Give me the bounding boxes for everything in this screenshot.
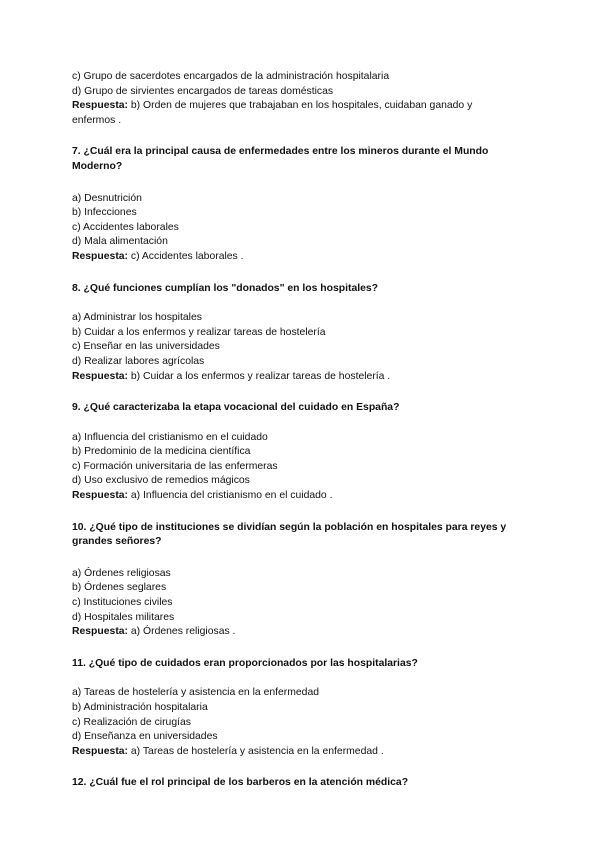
option-a: a) Administrar los hospitales — [72, 312, 202, 324]
answer — [72, 370, 540, 385]
question-12 — [72, 776, 540, 791]
answer-text: c) Accidentes laborales . — [130, 250, 244, 262]
answer — [72, 625, 540, 640]
question-11 — [72, 657, 540, 760]
question-8 — [72, 282, 540, 385]
answer-label: Respuesta: — [72, 100, 129, 112]
question-title: 9. ¿Qué caracterizaba la etapa vocacional del cuidado en España? — [72, 402, 400, 414]
option-c: c) Realización de cirugías — [72, 716, 191, 728]
answer-label: Respuesta: — [72, 490, 129, 502]
option-a: a) Tareas de hostelería y asistencia en la enfermedad — [72, 687, 320, 699]
option-c: c) Enseñar en las universidades — [72, 341, 220, 353]
question-title: 10. ¿Qué tipo de instituciones se dividían según la población en hospitales para reyes y grandes señores? — [72, 521, 507, 548]
question-title: 11. ¿Qué tipo de cuidados eran proporcionados por las hospitalarias? — [72, 657, 418, 669]
option-d: d) Mala alimentación — [72, 236, 168, 248]
question-6-continuation — [72, 70, 540, 128]
option-d: d) Grupo de sirvientes encargados de tareas domésticas — [72, 85, 334, 97]
option-d: d) Realizar labores agrícolas — [72, 355, 205, 367]
answer-text: a) Órdenes religiosas . — [130, 626, 236, 638]
answer-text: b) Orden de mujeres que trabajaban en los hospitales, cuidaban ganado y — [130, 100, 473, 112]
answer-text: b) Cuidar a los enfermos y realizar tareas de hostelería . — [130, 370, 391, 382]
question-title: 8. ¿Qué funciones cumplían los "donados" en los hospitales? — [72, 282, 379, 294]
question-title: 7. ¿Cuál era la principal causa de enfermedades entre los mineros durante el Mundo Moderno? — [72, 146, 489, 172]
answer — [72, 489, 540, 504]
question-10 — [72, 521, 540, 640]
option-c: c) Accidentes laborales — [72, 221, 179, 233]
answer-label: Respuesta: — [72, 250, 129, 262]
answer-label: Respuesta: — [72, 745, 129, 757]
answer-label: Respuesta: — [72, 370, 129, 382]
answer — [72, 250, 540, 265]
question-7 — [72, 145, 540, 264]
option-b: b) Administración hospitalaria — [72, 702, 208, 713]
answer — [72, 745, 540, 760]
answer-text-continued: enfermos . — [72, 114, 122, 126]
option-b: b) Infecciones — [72, 207, 137, 219]
option-c: c) Formación universitaria de las enfermeras — [72, 460, 278, 472]
option-b: b) Predominio de la medicina científica — [72, 446, 251, 458]
option-b: b) Cuidar a los enfermos y realizar tareas de hostelería — [72, 326, 326, 338]
option-d: d) Uso exclusivo de remedios mágicos — [72, 475, 250, 487]
option-d: d) Hospitales militares — [72, 611, 175, 623]
question-9 — [72, 401, 540, 504]
option-b: b) Órdenes seglares — [72, 582, 167, 594]
answer-label: Respuesta: — [72, 626, 129, 638]
option-a: a) Influencia del cristianismo en el cuidado — [72, 431, 268, 443]
option-a: a) Órdenes religiosas — [72, 567, 171, 579]
option-a: a) Desnutrición — [72, 192, 142, 204]
answer — [72, 99, 540, 114]
question-title: 12. ¿Cuál fue el rol principal de los barberos en la atención médica? — [72, 777, 409, 789]
option-d: d) Enseñanza en universidades — [72, 731, 218, 743]
option-c: c) Instituciones civiles — [72, 597, 173, 609]
option-c: c) Grupo de sacerdotes encargados de la administración hospitalaria — [72, 71, 390, 82]
answer-text: a) Influencia del cristianismo en el cuidado . — [130, 490, 333, 502]
answer-text: a) Tareas de hostelería y asistencia en la enfermedad . — [130, 745, 384, 757]
